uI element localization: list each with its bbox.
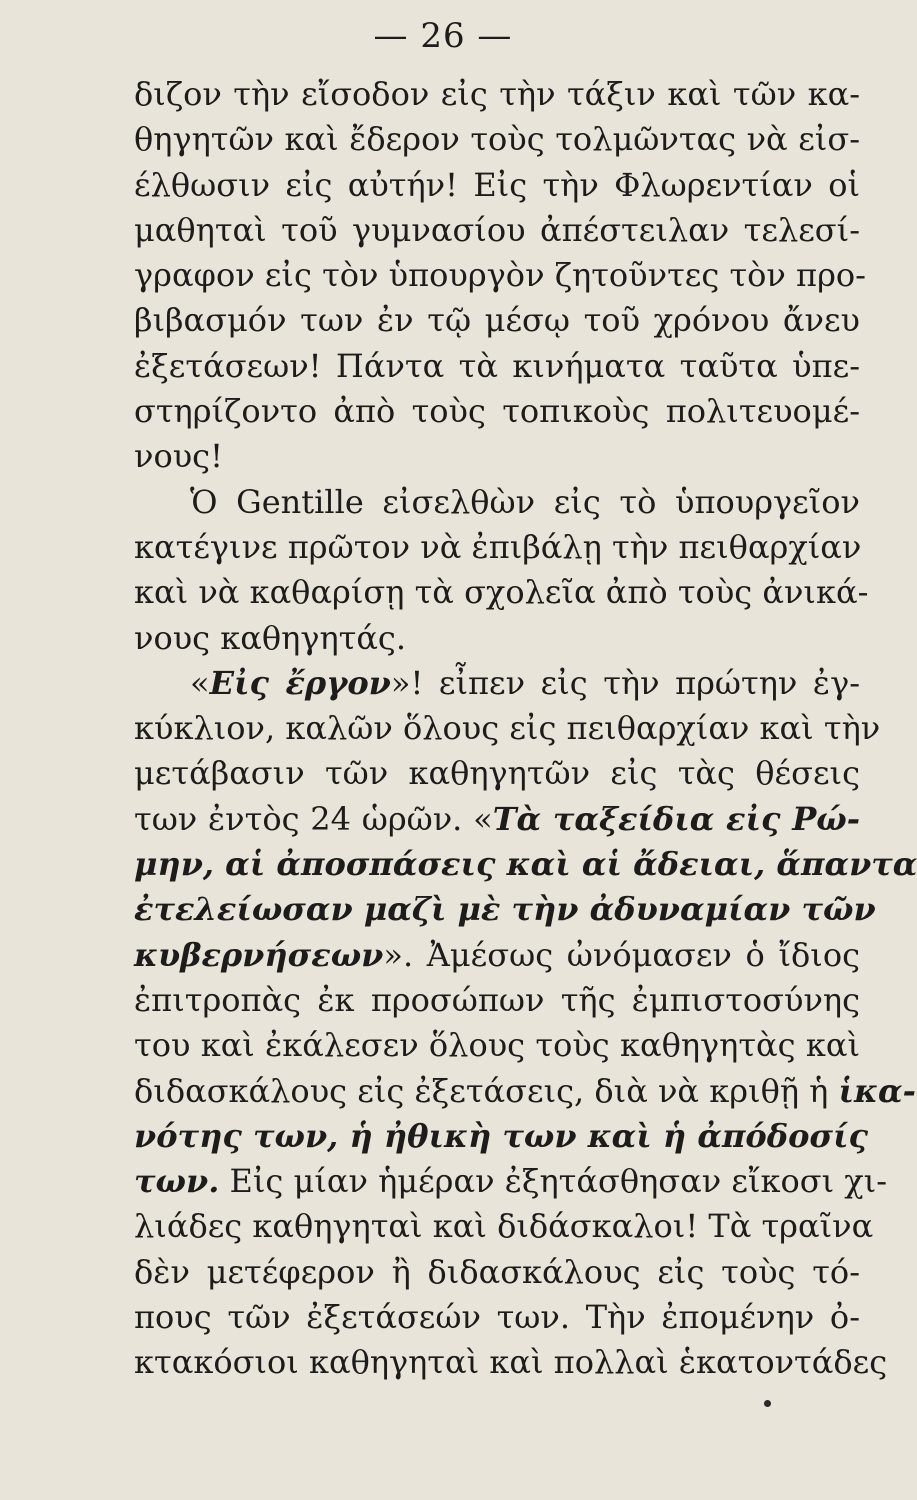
text-line [134, 480, 860, 525]
emphasized-text: ἐτελείωσαν μαζὶ μὲ τὴν ἀδυναμίαν τῶν [134, 890, 876, 929]
text-line [134, 797, 860, 842]
text-run: στηρίζοντο ἀπὸ τοὺς τοπικοὺς πολιτευομέ- [134, 392, 860, 431]
text-run: μετάβασιν τῶν καθηγητῶν εἰς τὰς θέσεις [134, 754, 860, 793]
emphasized-text: των. [134, 1162, 220, 1201]
text-line [134, 1159, 888, 1204]
text-line [134, 525, 860, 570]
emphasized-text: Εἰς ἔργον [209, 663, 391, 702]
text-line [134, 706, 881, 751]
text-line [134, 661, 860, 706]
text-line [134, 616, 860, 661]
text-run: ἐπιτροπὰς ἐκ προσώπων τῆς ἐμπιστοσύνης [134, 980, 860, 1019]
text-run: « [190, 663, 210, 702]
text-run: μαθηταὶ τοῦ γυμνασίου ἀπέστειλαν τελεσί- [134, 210, 860, 249]
text-run: ». Ἀμέσως ὠνόμασεν ὁ ἴδιος [383, 935, 860, 974]
text-line [134, 842, 917, 887]
text-line [134, 1114, 868, 1159]
emphasized-text: ἱκα- [838, 1071, 916, 1110]
text-run: έλθωσιν εἰς αὐτήν! Εἰς τὴν Φλωρεντίαν οἱ [134, 165, 860, 204]
text-run: Ὁ Gentille εἰσελθὼν εἰς τὸ ὑπουργεῖον [190, 482, 860, 521]
text-line [134, 751, 860, 796]
emphasized-text: κυβερνήσεων [134, 935, 384, 974]
text-run: γραφον εἰς τὸν ὑπουργὸν ζητοῦντες τὸν προ- [134, 256, 866, 295]
page-number: — 26 — [373, 16, 513, 56]
text-run: δὲν μετέφερον ἢ διδασκάλους εἰς τοὺς τό- [134, 1252, 860, 1291]
text-run: βιβασμόν των ἐν τῷ μέσῳ τοῦ χρόνου ἄνευ [134, 301, 860, 340]
text-run: κατέγινε πρῶτον νὰ ἐπιβάλῃ τὴν πειθαρχίαν [134, 527, 862, 566]
text-line [134, 434, 860, 479]
text-line [134, 978, 860, 1023]
text-line [134, 253, 866, 298]
text-line [134, 933, 860, 978]
emphasized-text: Τὰ ταξείδια εἰς Ρώ- [492, 799, 861, 838]
emphasized-text: νότης των, ἡ ἠθικὴ των καὶ ἡ ἀπόδοσίς [134, 1116, 868, 1155]
text-run: των ἐντὸς 24 ὡρῶν. « [134, 799, 493, 838]
text-run: κύκλιον, καλῶν ὅλους εἰς πειθαρχίαν καὶ τὴν [134, 709, 881, 748]
text-line [134, 1250, 860, 1295]
text-run: Εἰς μίαν ἡμέραν ἐξητάσθησαν εἴκοσι χι- [219, 1162, 888, 1201]
body-text [134, 72, 917, 1386]
text-line [134, 1069, 916, 1114]
text-run: του καὶ ἐκάλεσεν ὅλους τοὺς καθηγητὰς καὶ [134, 1026, 860, 1065]
text-run: νους! [134, 437, 223, 476]
text-run: κτακόσιοι καθηγηταὶ καὶ πολλαὶ ἑκατοντάδες [134, 1343, 888, 1382]
text-line [134, 117, 860, 162]
text-line [134, 344, 860, 389]
text-run: καὶ νὰ καθαρίσῃ τὰ σχολεῖα ἀπὸ τοὺς ἀνικά- [134, 573, 869, 612]
text-run: ἐξετάσεων! Πάντα τὰ κινήματα ταῦτα ὑπε- [134, 346, 860, 385]
text-line [134, 1340, 888, 1385]
ink-speck [764, 1400, 771, 1407]
text-run: διδασκάλους εἰς ἐξετάσεις, διὰ νὰ κριθῇ ἡ [134, 1071, 839, 1110]
text-run: νους καθηγητάς. [134, 618, 407, 657]
text-run: πους τῶν ἐξετάσεών των. Τὴν ἐπομένην ὀ- [134, 1298, 860, 1337]
text-line [134, 1204, 874, 1249]
text-line [134, 570, 869, 615]
text-line [134, 1023, 860, 1068]
text-run: λιάδες καθηγηταὶ καὶ διδάσκαλοι! Τὰ τραῖνα [134, 1207, 874, 1246]
emphasized-text: μην, αἱ ἀποσπάσεις καὶ αἱ ἄδειαι, ἅπαντα [134, 845, 917, 884]
text-line [134, 163, 860, 208]
text-run: »! εἶπεν εἰς τὴν πρώτην ἐγ- [390, 663, 861, 702]
text-run: διζον τὴν εἴσοδον εἰς τὴν τάξιν καὶ τῶν κα- [134, 75, 860, 113]
text-run: θηγητῶν καὶ ἔδερον τοὺς τολμῶντας νὰ εἰσ- [134, 120, 860, 159]
text-line [134, 887, 876, 932]
text-line [134, 298, 860, 343]
text-line [134, 72, 860, 117]
text-line [134, 208, 860, 253]
text-line [134, 1295, 860, 1340]
text-line [134, 389, 860, 434]
